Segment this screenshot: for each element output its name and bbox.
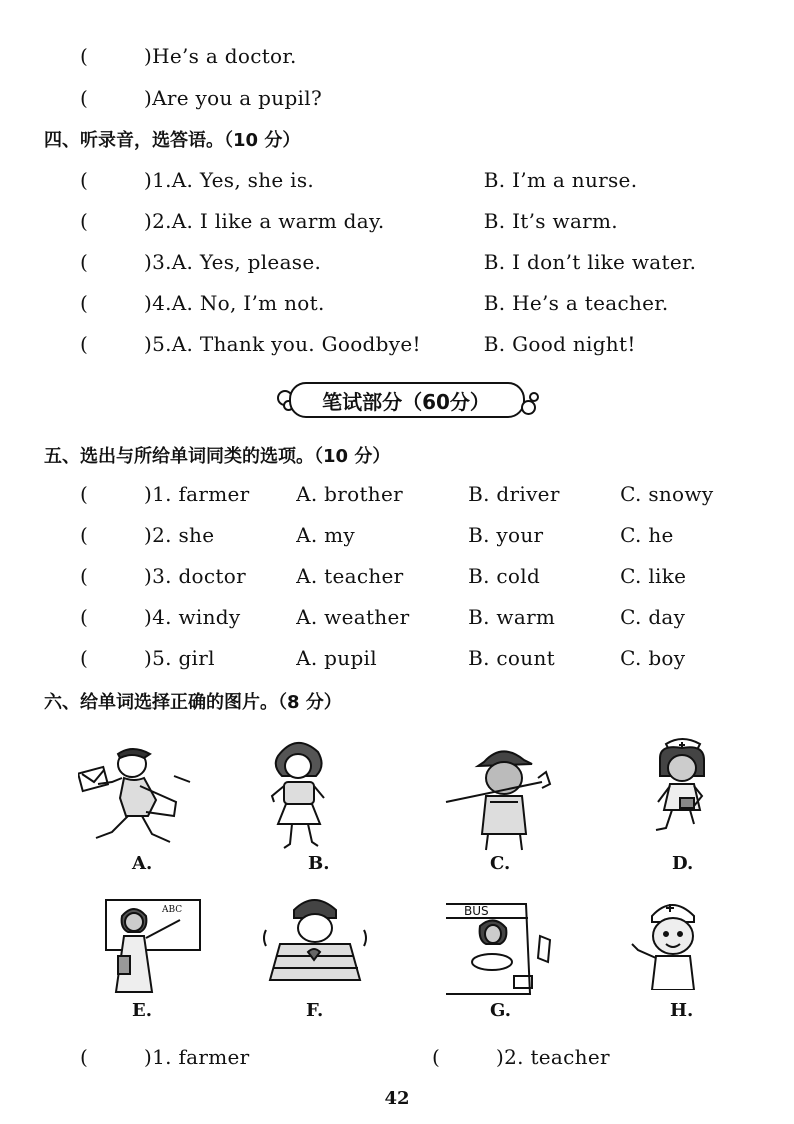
option-b: B. count (468, 646, 555, 670)
paren-close: ) (144, 564, 153, 588)
answer-paren[interactable]: ( (80, 646, 89, 670)
section5-heading: 五、选出与所给单词同类的选项。（10 分） (44, 446, 391, 467)
question-number: 5. (152, 332, 172, 356)
schoolgirl-icon (264, 736, 334, 852)
paren-close: ) (144, 250, 153, 274)
question-word: 1. farmer (152, 482, 250, 506)
option-b: B. I’m a nurse. (483, 168, 638, 192)
question-row (80, 482, 780, 506)
answer-paren[interactable]: ( (80, 605, 89, 629)
question-row (80, 523, 780, 547)
list-item (80, 86, 322, 110)
option-a: A. I like a warm day. (171, 209, 385, 233)
paren-close: ) (496, 1045, 505, 1069)
picture-label: A. (132, 853, 153, 874)
postman-icon (78, 742, 196, 852)
option-c: C. like (620, 564, 687, 588)
answer-paren[interactable]: ( (80, 482, 89, 506)
option-a: A. teacher (296, 564, 404, 588)
banner-label: 笔试部分（60分） (322, 390, 490, 414)
page-number: 42 (384, 1088, 410, 1109)
option-a: A. pupil (296, 646, 377, 670)
picture-label: H. (670, 1000, 694, 1021)
paren-close: ) (144, 605, 153, 629)
paren-close: ) (144, 44, 153, 68)
answer-paren[interactable]: ( (80, 86, 89, 110)
question-word: 2. she (152, 523, 215, 547)
answer-paren[interactable]: ( (80, 1045, 89, 1069)
question-word: 4. windy (152, 605, 241, 629)
paren-close: ) (144, 646, 153, 670)
option-c: C. snowy (620, 482, 714, 506)
option-b: B. your (468, 523, 544, 547)
option-c: C. day (620, 605, 686, 629)
question-row (80, 605, 780, 629)
question-word: 5. girl (152, 646, 215, 670)
paren-close: ) (144, 209, 153, 233)
option-a: A. Yes, she is. (171, 168, 315, 192)
option-a: A. Thank you. Goodbye! (171, 332, 421, 356)
option-a: A. weather (296, 605, 410, 629)
question-number: 2. (152, 209, 172, 233)
option-c: C. boy (620, 646, 686, 670)
question-number: 1. (152, 168, 172, 192)
question-number: 4. (152, 291, 172, 315)
list-item (80, 1045, 250, 1069)
option-b: B. cold (468, 564, 541, 588)
item-text: Are you a pupil? (152, 86, 322, 110)
question-row (80, 332, 780, 356)
paren-close: ) (144, 1045, 153, 1069)
answer-paren[interactable]: ( (80, 332, 89, 356)
paren-close: ) (144, 482, 153, 506)
cold-child-icon (262, 890, 368, 986)
option-a: A. my (296, 523, 356, 547)
paren-close: ) (144, 86, 153, 110)
option-b: B. Good night! (483, 332, 636, 356)
paren-close: ) (144, 168, 153, 192)
answer-paren[interactable]: ( (80, 523, 89, 547)
option-a: A. Yes, please. (171, 250, 322, 274)
option-b: B. It’s warm. (483, 209, 618, 233)
item-text: He’s a doctor. (152, 44, 297, 68)
question-row (80, 646, 780, 670)
board-text: ABC (162, 905, 183, 915)
picture-label: B. (308, 853, 330, 874)
question-row (80, 250, 780, 274)
option-b: B. driver (468, 482, 560, 506)
item-text: 2. teacher (504, 1045, 610, 1069)
option-c: C. he (620, 523, 674, 547)
item-text: 1. farmer (152, 1045, 250, 1069)
question-row (80, 168, 780, 192)
paren-close: ) (144, 523, 153, 547)
answer-paren[interactable]: ( (80, 209, 89, 233)
answer-paren[interactable]: ( (432, 1045, 441, 1069)
option-b: B. He’s a teacher. (483, 291, 669, 315)
bus-driver-icon (444, 900, 556, 996)
paren-close: ) (144, 291, 153, 315)
picture-label: G. (490, 1000, 511, 1021)
question-number: 3. (152, 250, 172, 274)
section4-heading: 四、听录音，选答语。（10 分） (44, 130, 301, 151)
option-a: A. No, I’m not. (171, 291, 325, 315)
question-row (80, 209, 780, 233)
picture-label: F. (306, 1000, 324, 1021)
written-test-banner (275, 382, 537, 416)
paren-close: ) (144, 332, 153, 356)
option-a: A. brother (296, 482, 403, 506)
farmer-icon (442, 742, 558, 852)
nurse-icon (644, 736, 718, 836)
answer-paren[interactable]: ( (80, 291, 89, 315)
list-item (432, 1045, 610, 1069)
answer-paren[interactable]: ( (80, 44, 89, 68)
question-row (80, 291, 780, 315)
list-item (80, 44, 297, 68)
teacher-icon (104, 898, 204, 994)
bus-sign-text: BUS (464, 904, 489, 918)
section6-heading: 六、给单词选择正确的图片。（8 分） (44, 692, 342, 713)
answer-paren[interactable]: ( (80, 564, 89, 588)
answer-paren[interactable]: ( (80, 168, 89, 192)
picture-label: E. (132, 1000, 152, 1021)
option-b: B. warm (468, 605, 556, 629)
picture-label: C. (490, 853, 511, 874)
option-b: B. I don’t like water. (483, 250, 697, 274)
question-word: 3. doctor (152, 564, 246, 588)
answer-paren[interactable]: ( (80, 250, 89, 274)
doctor-icon (628, 894, 712, 990)
question-row (80, 564, 780, 588)
picture-label: D. (672, 853, 694, 874)
